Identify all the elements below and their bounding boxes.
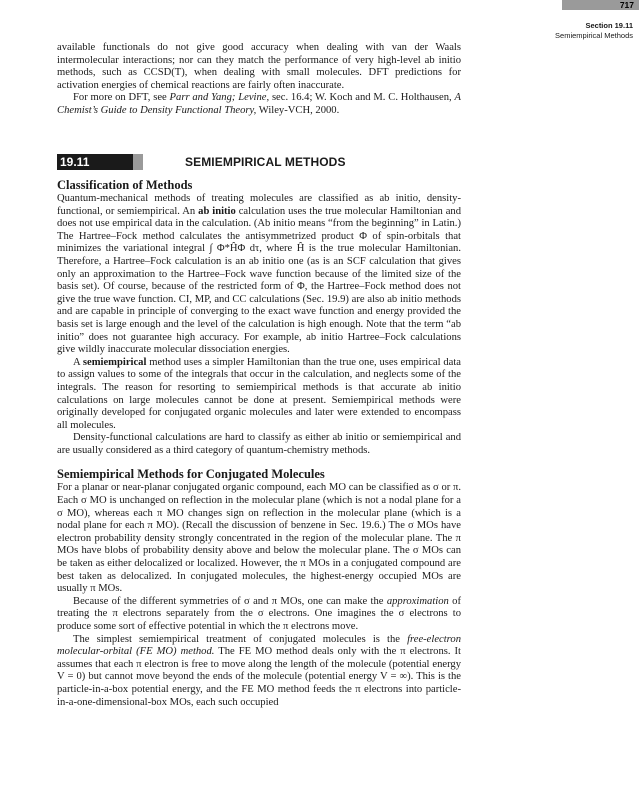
- running-header: [515, 21, 633, 41]
- running-header-section: Section 19.11: [585, 21, 633, 30]
- term-ab-initio: ab initio: [198, 205, 236, 217]
- page-number: 717: [619, 0, 634, 10]
- section-title-row: [57, 154, 461, 170]
- classification-paragraph-3: Density-functional calculations are hard to classify as either ab initio or semiempirical and are usually considered as a third category of quantum-chemistry methods.: [57, 432, 461, 456]
- intro-paragraph-1: available functionals do not give good accuracy when dealing with van der Waals intermolecular interactions; nor can they match the performance of very high-level ab initio methods, such as CCSD(T), when dealing with small molecules. DFT predictions for activation energies of chemical reactions are fairly often inaccurate.: [57, 42, 461, 91]
- intro-paragraph-2: For more on DFT, see Parr and Yang; Levine, sec. 16.4; W. Koch and M. C. Holthausen, A Chemist’s Guide to Density Functional Theory, Wiley-VCH, 2000.: [57, 92, 461, 116]
- section-badge-accent: [133, 154, 143, 170]
- section-body: [57, 178, 461, 709]
- term-fe-mo-method: free-electron molecular-orbital (FE MO) method.: [57, 633, 461, 658]
- classification-paragraph-1: Quantum-mechanical methods of treating molecules are classified as ab initio, density-functional, or semiempirical. An ab initio calculation uses the true molecular Hamiltonian and does not use empirical data in the calculation. (Ab initio means “from the beginning” in Latin.) The Hartree–Fock method calculates the antisymmetrized product Φ of spin-orbitals that minimizes the variational integral ∫ Φ*ĤΦ dτ, where Ĥ is the true molecular Hamiltonian. Therefore, a Hartree–Fock calculation is an ab initio one (as is an SCF calculation that gives only an approximation to the Hartree–Fock wave function because of the limited size of the basis set). Of course, because of the restricted form of Φ, the Hartree–Fock method does not give the true wave function. CI, MP, and CC calculations (Sec. 19.9) are also ab initio methods and are capable in principle of converging to the exact wave function and energy provided the basis set is large enough and the level of the calculation is high enough. Note that the term “ab initio” does not guarantee high accuracy. For example, ab initio Hartree–Fock calculations give wildly inaccurate molecular dissociation energies.: [57, 193, 462, 356]
- conjugated-paragraph-1: For a planar or near-planar conjugated organic compound, each MO can be classified as σ or π. Each σ MO is unchanged on reflection in the molecular plane (which is not a nodal plane for a σ MO), whereas each π MO changes sign on reflection in the molecular plane (which is a nodal plane for each π MO). (Recall the discussion of benzene in Sec. 19.6.) The σ MOs have electron probability density strongly concentrated in the region of the molecular plane. The π MOs have blobs of probability density above and below the molecular plane. The σ MOs can be taken as either delocalized or localized. However, the π MOs in a conjugated compound are best taken as delocalized. In conjugated molecules, the highest-energy occupied MOs are usually π MOs.: [57, 482, 461, 595]
- page-number-bar: [562, 0, 639, 10]
- section-title: SEMIEMPIRICAL METHODS: [185, 155, 346, 169]
- subheading-conjugated: Semiempirical Methods for Conjugated Molecules: [57, 467, 325, 482]
- subheading-classification: Classification of Methods: [57, 178, 193, 192]
- conjugated-paragraph-2: Because of the different symmetries of σ and π MOs, one can make the approximation of treating the π electrons separately from the σ electrons. One imagines the σ electrons to produce some sort of effective potential in which the π electrons move.: [57, 595, 461, 632]
- term-approximation: approximation: [386, 595, 449, 607]
- term-semiempirical: semiempirical: [82, 356, 147, 368]
- classification-paragraph-2: A semiempirical method uses a simpler Hamiltonian than the true one, uses empirical data to assign values to some of the integrals that occur in the calculation, and neglects some of the integrals. The reason for resorting to semiempirical methods is that accurate ab initio calculations on large molecules cannot be done at present. Semiempirical methods were originally developed for conjugated organic molecules and later were extended to encompass all molecules.: [57, 356, 461, 431]
- reference-parr-yang: Parr and Yang; Levine,: [169, 92, 270, 104]
- running-header-title: Semiempirical Methods: [555, 31, 633, 40]
- intro-block: [57, 42, 461, 118]
- conjugated-paragraph-3: The simplest semiempirical treatment of conjugated molecules is the free-electron molecular-orbital (FE MO) method. The FE MO method deals only with the π electrons. It assumes that each π electron is free to move along the length of the molecule (potential energy V = 0) but cannot move beyond the ends of the molecule (potential energy V = ∞). This is the particle-in-a-box potential energy, and the FE MO method feeds the π electrons into particle-in-a-one-dimensional-box MOs, each such occupied: [57, 633, 461, 708]
- reference-koch-holthausen: A Chemist’s Guide to Density Functional Theory,: [57, 92, 461, 116]
- section-number-badge: 19.11: [57, 154, 133, 170]
